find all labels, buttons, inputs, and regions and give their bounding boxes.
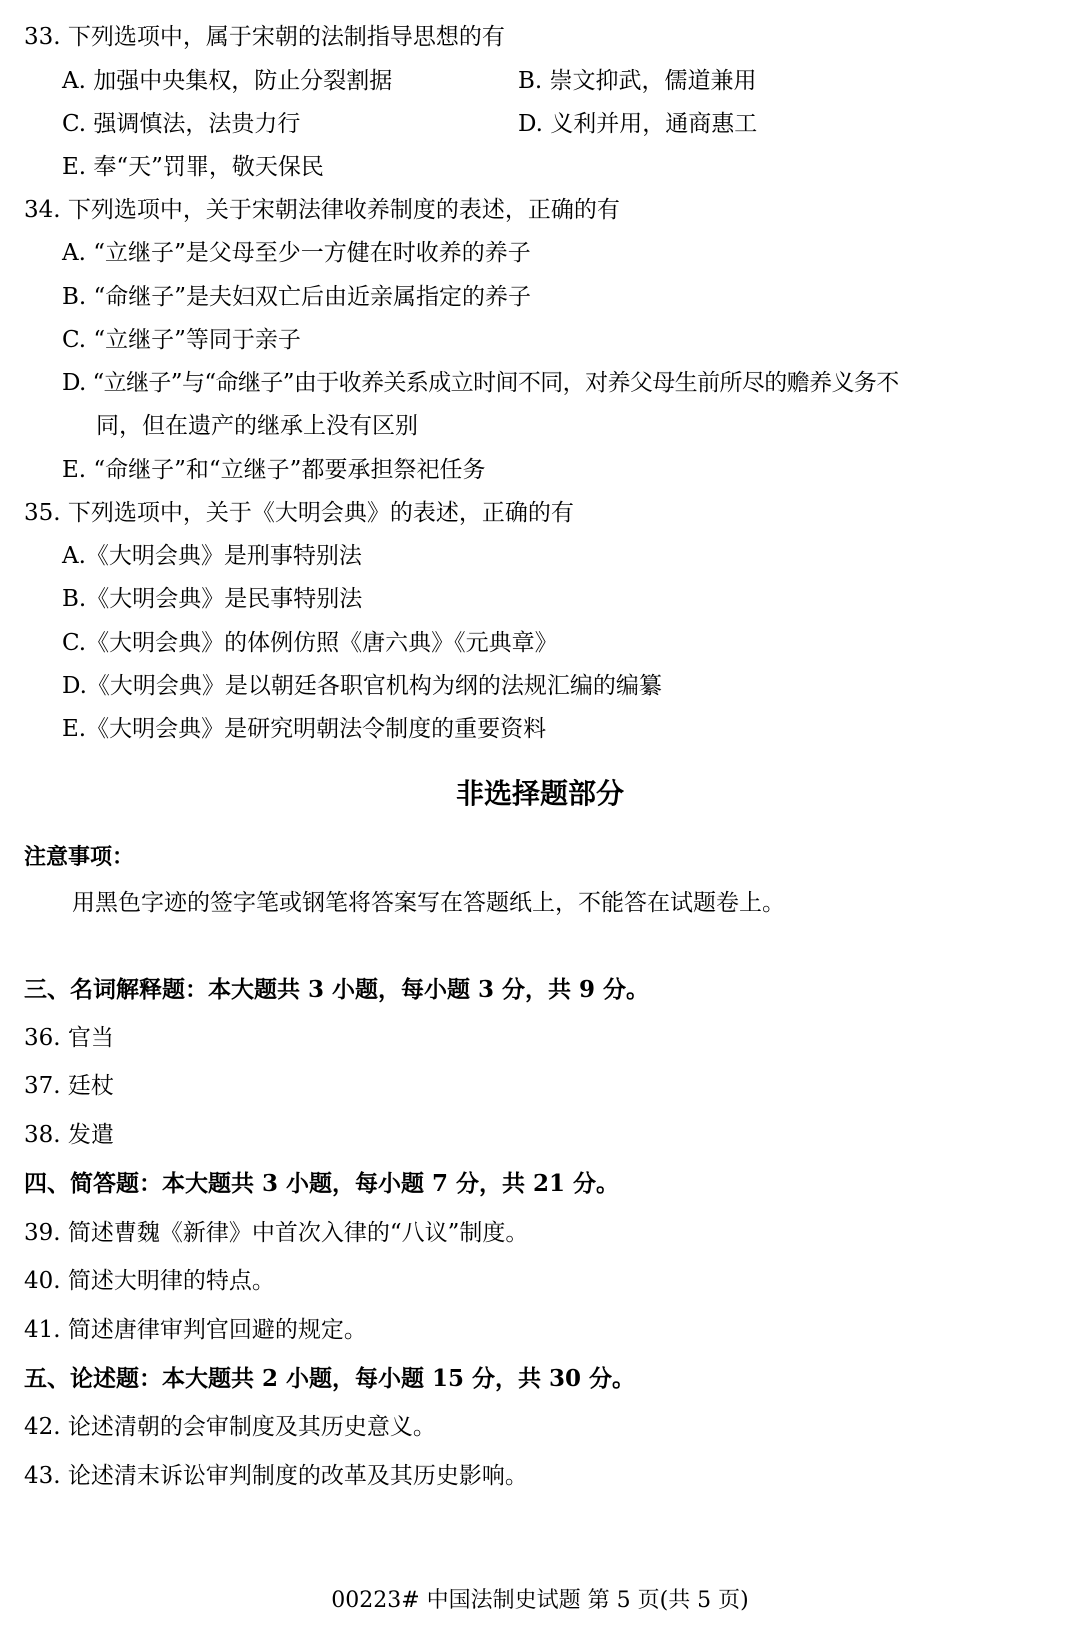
part3-item: 37. 廷杖 (24, 1073, 114, 1099)
q34-option-b: B. “命继子”是夫妇双亡后由近亲属指定的养子 (62, 284, 532, 310)
notice-body: 用黑色字迹的签字笔或钢笔将答案写在答题纸上，不能答在试题卷上。 (72, 890, 785, 916)
part3-item: 36. 官当 (24, 1025, 114, 1051)
q33-option-d: D. 义利并用，通商惠工 (518, 111, 758, 137)
part5-item: 42. 论述清朝的会审制度及其历史意义。 (24, 1414, 436, 1440)
page-footer: 00223# 中国法制史试题 第 5 页(共 5 页) (331, 1588, 749, 1613)
part4-item: 39. 简述曹魏《新律》中首次入律的“八议”制度。 (24, 1220, 529, 1246)
section-title: 非选择题部分 (455, 777, 624, 810)
q35-option-e: E.《大明会典》是研究明朝法令制度的重要资料 (62, 716, 547, 742)
q34-stem: 34. 下列选项中，关于宋朝法律收养制度的表述，正确的有 (24, 197, 620, 223)
q35-stem: 35. 下列选项中，关于《大明会典》的表述，正确的有 (24, 500, 574, 526)
q35-option-b: B.《大明会典》是民事特别法 (62, 586, 363, 612)
q34-option-a: A. “立继子”是父母至少一方健在时收养的养子 (62, 240, 531, 266)
q33-option-c: C. 强调慎法，法贵力行 (62, 111, 301, 137)
part5-heading: 五、论述题：本大题共 2 小题，每小题 15 分，共 30 分。 (24, 1365, 636, 1392)
q34-option-d-continued: 同，但在遗产的继承上没有区别 (96, 413, 418, 439)
notice-heading: 注意事项： (24, 845, 135, 870)
part4-item: 40. 简述大明律的特点。 (24, 1268, 275, 1294)
q34-option-c: C. “立继子”等同于亲子 (62, 327, 301, 353)
q35-option-a: A.《大明会典》是刑事特别法 (62, 543, 362, 569)
part3-heading: 三、名词解释题：本大题共 3 小题，每小题 3 分，共 9 分。 (24, 976, 650, 1003)
q34-option-e: E. “命继子”和“立继子”都要承担祭祀任务 (62, 457, 486, 483)
part3-item: 38. 发遣 (24, 1122, 114, 1148)
q33-option-b: B. 崇文抑武，儒道兼用 (518, 68, 757, 94)
q35-option-c: C.《大明会典》的体例仿照《唐六典》《元典章》 (62, 630, 558, 656)
q33-option-e: E. 奉“天”罚罪，敬天保民 (62, 154, 324, 180)
part4-item: 41. 简述唐律审判官回避的规定。 (24, 1317, 367, 1343)
part4-heading: 四、简答题：本大题共 3 小题，每小题 7 分，共 21 分。 (24, 1170, 620, 1197)
q33-stem: 33. 下列选项中，属于宋朝的法制指导思想的有 (24, 24, 505, 50)
q33-option-a: A. 加强中央集权，防止分裂割据 (62, 68, 393, 94)
part5-item: 43. 论述清末诉讼审判制度的改革及其历史影响。 (24, 1463, 528, 1489)
q34-option-d: D. “立继子”与“命继子”由于收养关系成立时间不同，对养父母生前所尽的赡养义务不 (62, 370, 899, 396)
q35-option-d: D.《大明会典》是以朝廷各职官机构为纲的法规汇编的编纂 (62, 673, 662, 699)
